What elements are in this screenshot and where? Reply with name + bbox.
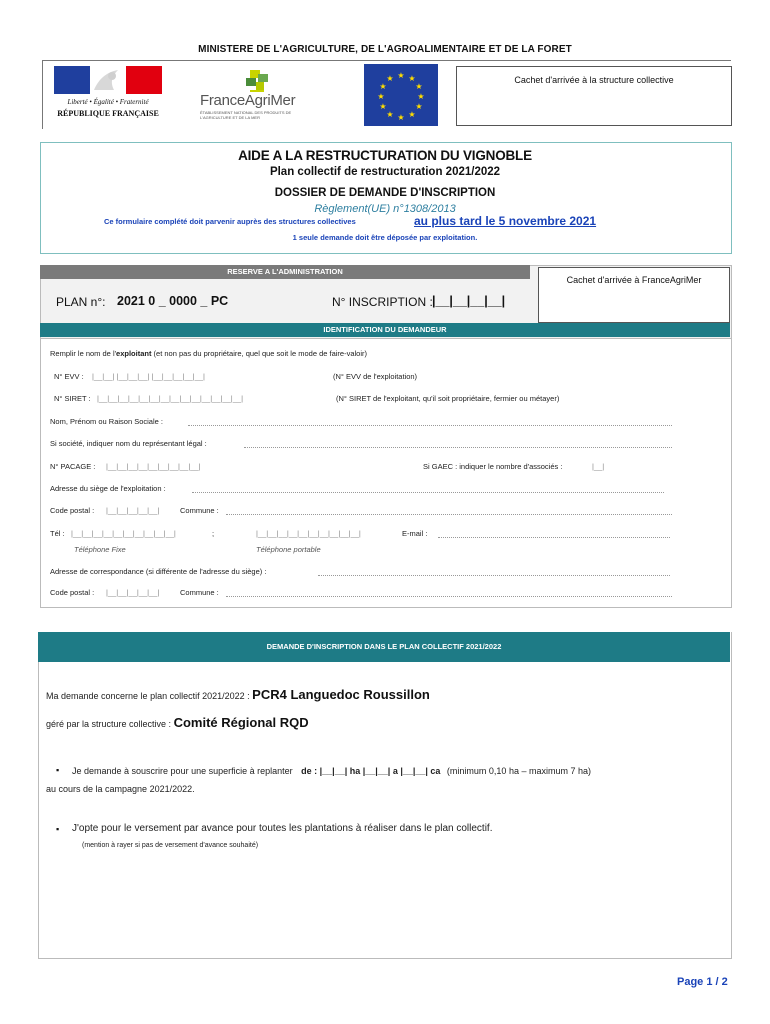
svg-text:★: ★ — [397, 71, 405, 80]
siret-input[interactable]: |__|__|__|__|__|__|__|__|__|__|__|__|__|__| — [97, 394, 244, 403]
ministry-name: MINISTERE DE L'AGRICULTURE, DE L'AGROALIMENTAIRE ET DE LA FORET — [198, 44, 572, 55]
adresse-label: Adresse du siège de l'exploitation : — [50, 484, 166, 493]
cp-label: Code postal : — [50, 506, 95, 515]
reglement-reference: Règlement(UE) n°1308/2013 — [314, 203, 456, 215]
identification-section-bar: IDENTIFICATION DU DEMANDEUR — [40, 323, 730, 337]
pacage-label: N° PACAGE : — [50, 462, 96, 471]
plan-number-field[interactable]: 2021 0 _ 0000 _ PC — [117, 294, 229, 308]
notice-text: Ce formulaire complété doit parvenir auprès des structures collectives — [104, 217, 356, 226]
tel-mobile-hint: Téléphone portable — [256, 545, 321, 554]
evv-hint: (N° EVV de l'exploitation) — [333, 372, 418, 381]
svg-text:★: ★ — [386, 74, 394, 83]
admin-section-bar: RESERVE A L'ADMINISTRATION — [40, 265, 530, 279]
cp-input[interactable]: |__|__|__|__|__| — [106, 506, 160, 515]
gaec-label: Si GAEC : indiquer le nombre d'associés : — [423, 462, 563, 471]
commune-label: Commune : — [180, 506, 219, 515]
demande-section-bar: DEMANDE D'INSCRIPTION DANS LE PLAN COLLECTIF 2021/2022 — [38, 632, 730, 662]
bullet-icon: ▪ — [56, 824, 60, 834]
evv-label: N° EVV : — [54, 372, 84, 381]
plan-collectif-line — [46, 687, 430, 702]
franceagrimer-logo-text: FranceAgriMer — [200, 92, 296, 109]
nom-label: Nom, Prénom ou Raison Sociale : — [50, 417, 163, 426]
franceagrimer-emblem — [240, 68, 276, 94]
plan-collectif-prefix: Ma demande concerne le plan collectif 2021/2022 : — [46, 691, 250, 701]
representant-input[interactable] — [244, 447, 672, 448]
tel-label: Tél : — [50, 529, 65, 538]
svg-text:★: ★ — [377, 92, 385, 101]
commune-input[interactable] — [226, 514, 672, 515]
corresp-input[interactable] — [318, 575, 670, 576]
cp2-input[interactable]: |__|__|__|__|__| — [106, 588, 160, 597]
cachet-franceagrimer-label: Cachet d'arrivée à FranceAgriMer — [566, 275, 702, 285]
identification-intro: Remplir le nom de l'exploitant (et non pas du propriétaire, quel que soit le mode de faire-valoir) — [50, 349, 368, 358]
structure-value: Comité Régional RQD — [173, 715, 309, 730]
svg-text:★: ★ — [415, 102, 423, 111]
svg-text:★: ★ — [379, 102, 387, 111]
plan-number-label: PLAN n°: — [56, 295, 106, 309]
surface-campaign: au cours de la campagne 2021/2022. — [46, 784, 195, 794]
nom-input[interactable] — [188, 425, 672, 426]
svg-text:★: ★ — [415, 82, 423, 91]
notice-single-request: 1 seule demande doit être déposée par exploitation. — [292, 233, 478, 242]
plan-collectif-value: PCR4 Languedoc Roussillon — [252, 687, 430, 702]
notice-deadline: au plus tard le 5 novembre 2021 — [414, 214, 597, 228]
dossier-title: DOSSIER DE DEMANDE D'INSCRIPTION — [274, 187, 496, 199]
republic-motto: Liberté • Égalité • Fraternité — [67, 98, 149, 106]
svg-text:★: ★ — [417, 92, 425, 101]
adresse-input[interactable] — [192, 492, 664, 493]
structure-prefix: géré par la structure collective : — [46, 719, 172, 729]
svg-text:★: ★ — [379, 82, 387, 91]
surface-input[interactable]: de : |__|__| ha |__|__| a |__|__| ca — [301, 766, 441, 776]
bullet-icon: ▪ — [56, 765, 60, 775]
cp2-label: Code postal : — [50, 588, 95, 597]
marianne-logo — [54, 66, 162, 94]
svg-text:★: ★ — [408, 110, 416, 119]
siret-hint: (N° SIRET de l'exploitant, qu'il soit propriétaire, fermier ou métayer) — [336, 394, 560, 403]
representant-label: Si société, indiquer nom du représentant légal : — [50, 439, 207, 448]
corresp-label: Adresse de correspondance (si différente de l'adresse du siège) : — [50, 567, 267, 576]
evv-input[interactable]: |__|__| |__|__|__| |__|__|__|__|__| — [92, 372, 205, 381]
tel-separator: ; — [212, 529, 215, 538]
plan-subtitle: Plan collectif de restructuration 2021/2022 — [269, 166, 501, 178]
gaec-input[interactable]: |__| — [592, 462, 605, 471]
inscription-field[interactable]: |__|__|__|__| — [432, 294, 506, 308]
cachet-structure-label: Cachet d'arrivée à la structure collective — [514, 75, 674, 85]
tel-mobile-input[interactable]: |__|__|__|__|__|__|__|__|__|__| — [256, 529, 361, 538]
cachet-structure-box[interactable] — [456, 66, 732, 126]
structure-line — [46, 715, 309, 730]
surface-line — [72, 766, 591, 776]
demande-panel — [38, 632, 732, 959]
avance-option[interactable]: J'opte pour le versement par avance pour toutes les plantations à réaliser dans le plan collectif. — [72, 823, 493, 834]
svg-text:★: ★ — [408, 74, 416, 83]
page-number: Page 1 / 2 — [677, 976, 728, 988]
inscription-label: N° INSCRIPTION : — [332, 295, 433, 309]
siret-label: N° SIRET : — [54, 394, 91, 403]
commune2-input[interactable] — [226, 596, 672, 597]
email-label: E-mail : — [402, 529, 428, 538]
svg-text:★: ★ — [397, 113, 405, 122]
svg-text:★: ★ — [386, 110, 394, 119]
commune2-label: Commune : — [180, 588, 219, 597]
surface-range: (minimum 0,10 ha – maximum 7 ha) — [446, 766, 591, 776]
franceagrimer-subtitle: ÉTABLISSEMENT NATIONAL DES PRODUITS DE L'AGRICULTURE ET DE LA MER — [200, 110, 292, 120]
tel-fixe-input[interactable]: |__|__|__|__|__|__|__|__|__|__| — [71, 529, 176, 538]
cachet-franceagrimer-box[interactable] — [538, 267, 730, 323]
eu-flag-icon — [364, 64, 438, 126]
pacage-input[interactable]: |__|__|__|__|__|__|__|__|__| — [106, 462, 201, 471]
email-input[interactable] — [438, 537, 670, 538]
form-title: AIDE A LA RESTRUCTURATION DU VIGNOBLE — [238, 148, 532, 163]
republic-name: RÉPUBLIQUE FRANÇAISE — [57, 109, 159, 118]
avance-hint: (mention à rayer si pas de versement d'avance souhaité) — [82, 842, 259, 849]
surface-prefix: Je demande à souscrire pour une superficie à replanter — [72, 766, 293, 776]
tel-fixe-hint: Téléphone Fixe — [74, 545, 126, 554]
